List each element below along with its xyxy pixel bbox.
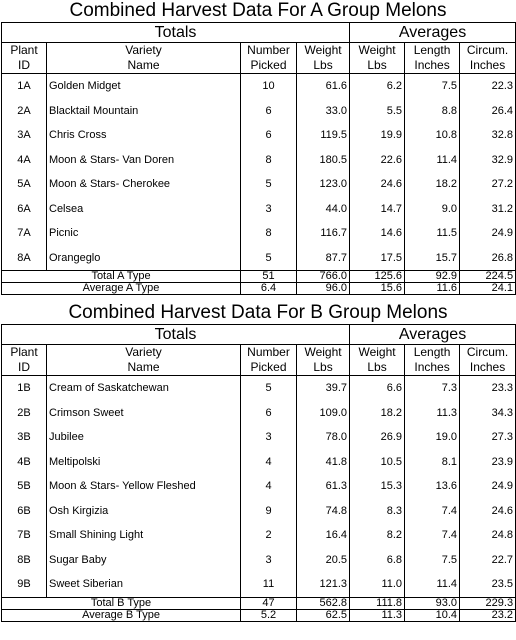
- plant-id: 5B: [2, 474, 47, 499]
- variety-name: Osh Kirgizia: [47, 499, 241, 524]
- header-number: Number Picked: [241, 345, 297, 376]
- table-row: [2, 148, 516, 173]
- header-avg-weight: Weight Lbs: [350, 43, 405, 74]
- table-row: [2, 123, 516, 148]
- group-a-table: [1, 22, 516, 295]
- variety-name: Picnic: [47, 221, 241, 246]
- weight-lbs: 44.0: [297, 197, 350, 222]
- section-gap: [0, 295, 516, 302]
- avg-weight: 5.5: [350, 99, 405, 124]
- total-row: [2, 271, 516, 283]
- table-row: [2, 425, 516, 450]
- average-weight: 96.0: [297, 283, 350, 295]
- group-b-table: [1, 324, 516, 622]
- plant-id: 1B: [2, 376, 47, 401]
- header-variety: Variety Name: [47, 345, 241, 376]
- plant-id: 7B: [2, 523, 47, 548]
- header-circum: Circum. Inches: [460, 43, 516, 74]
- average-number: 6.4: [241, 283, 297, 295]
- weight-lbs: 61.3: [297, 474, 350, 499]
- table-row: [2, 499, 516, 524]
- avg-length: 11.4: [405, 572, 460, 597]
- section-header-row: [2, 325, 516, 345]
- header-avg-weight: Weight Lbs: [350, 345, 405, 376]
- avg-weight: 14.7: [350, 197, 405, 222]
- variety-name: Moon & Stars- Cherokee: [47, 172, 241, 197]
- total-number: 51: [241, 271, 297, 283]
- avg-length: 9.0: [405, 197, 460, 222]
- number-picked: 3: [241, 425, 297, 450]
- total-number: 47: [241, 597, 297, 609]
- plant-id: 1A: [2, 74, 47, 99]
- total-circum: 224.5: [460, 271, 516, 283]
- avg-weight: 15.3: [350, 474, 405, 499]
- header-plant-id: Plant ID: [2, 43, 47, 74]
- number-picked: 3: [241, 197, 297, 222]
- group-b-title: Combined Harvest Data For B Group Melons: [68, 302, 448, 323]
- variety-name: Sweet Siberian: [47, 572, 241, 597]
- table-row: [2, 401, 516, 426]
- total-avg-weight: 125.6: [350, 271, 405, 283]
- avg-circum: 24.8: [460, 523, 516, 548]
- column-header-row: [2, 43, 516, 74]
- header-plant-id: Plant ID: [2, 345, 47, 376]
- avg-circum: 22.7: [460, 548, 516, 573]
- avg-length: 10.8: [405, 123, 460, 148]
- table-row: [2, 523, 516, 548]
- average-length: 11.6: [405, 283, 460, 295]
- average-label: Average B Type: [2, 609, 241, 621]
- header-weight: Weight Lbs: [297, 345, 350, 376]
- total-circum: 229.3: [460, 597, 516, 609]
- weight-lbs: 123.0: [297, 172, 350, 197]
- avg-length: 11.3: [405, 401, 460, 426]
- plant-id: 4A: [2, 148, 47, 173]
- section-header-row: [2, 23, 516, 43]
- avg-circum: 27.3: [460, 425, 516, 450]
- avg-circum: 32.8: [460, 123, 516, 148]
- variety-name: Golden Midget: [47, 74, 241, 99]
- table-row: [2, 221, 516, 246]
- weight-lbs: 119.5: [297, 123, 350, 148]
- number-picked: 11: [241, 572, 297, 597]
- table-row: [2, 474, 516, 499]
- average-number: 5.2: [241, 609, 297, 621]
- avg-circum: 23.3: [460, 376, 516, 401]
- average-circum: 24.1: [460, 283, 516, 295]
- weight-lbs: 16.4: [297, 523, 350, 548]
- avg-circum: 26.4: [460, 99, 516, 124]
- average-label: Average A Type: [2, 283, 241, 295]
- table-row: [2, 572, 516, 597]
- number-picked: 4: [241, 450, 297, 475]
- plant-id: 6A: [2, 197, 47, 222]
- plant-id: 2A: [2, 99, 47, 124]
- avg-weight: 22.6: [350, 148, 405, 173]
- number-picked: 4: [241, 474, 297, 499]
- variety-name: Blacktail Mountain: [47, 99, 241, 124]
- average-avg-weight: 15.6: [350, 283, 405, 295]
- number-picked: 5: [241, 172, 297, 197]
- number-picked: 6: [241, 123, 297, 148]
- avg-circum: 24.9: [460, 474, 516, 499]
- variety-name: Cream of Saskatchewan: [47, 376, 241, 401]
- avg-circum: 23.9: [460, 450, 516, 475]
- plant-id: 5A: [2, 172, 47, 197]
- totals-label: Totals: [2, 23, 350, 43]
- weight-lbs: 61.6: [297, 74, 350, 99]
- header-weight: Weight Lbs: [297, 43, 350, 74]
- avg-weight: 8.3: [350, 499, 405, 524]
- header-number: Number Picked: [241, 43, 297, 74]
- weight-lbs: 20.5: [297, 548, 350, 573]
- variety-name: Chris Cross: [47, 123, 241, 148]
- average-weight: 62.5: [297, 609, 350, 621]
- variety-name: Moon & Stars- Van Doren: [47, 148, 241, 173]
- avg-weight: 24.6: [350, 172, 405, 197]
- weight-lbs: 121.3: [297, 572, 350, 597]
- number-picked: 10: [241, 74, 297, 99]
- table-row: [2, 172, 516, 197]
- average-circum: 23.2: [460, 609, 516, 621]
- plant-id: 2B: [2, 401, 47, 426]
- header-length: Length Inches: [405, 43, 460, 74]
- averages-label: Averages: [350, 325, 516, 345]
- plant-id: 8B: [2, 548, 47, 573]
- table-row: [2, 450, 516, 475]
- number-picked: 2: [241, 523, 297, 548]
- avg-length: 11.4: [405, 148, 460, 173]
- avg-length: 7.5: [405, 74, 460, 99]
- plant-id: 9B: [2, 572, 47, 597]
- total-avg-weight: 111.8: [350, 597, 405, 609]
- avg-length: 15.7: [405, 246, 460, 271]
- avg-length: 8.1: [405, 450, 460, 475]
- variety-name: Sugar Baby: [47, 548, 241, 573]
- variety-name: Celsea: [47, 197, 241, 222]
- avg-weight: 6.8: [350, 548, 405, 573]
- avg-weight: 14.6: [350, 221, 405, 246]
- table-row: [2, 548, 516, 573]
- variety-name: Crimson Sweet: [47, 401, 241, 426]
- avg-weight: 6.2: [350, 74, 405, 99]
- avg-circum: 34.3: [460, 401, 516, 426]
- group-a-title: Combined Harvest Data For A Group Melons: [69, 0, 447, 21]
- weight-lbs: 39.7: [297, 376, 350, 401]
- number-picked: 3: [241, 548, 297, 573]
- header-length: Length Inches: [405, 345, 460, 376]
- number-picked: 6: [241, 401, 297, 426]
- avg-circum: 24.9: [460, 221, 516, 246]
- number-picked: 5: [241, 376, 297, 401]
- total-label: Total B Type: [2, 597, 241, 609]
- variety-name: Meltipolski: [47, 450, 241, 475]
- average-length: 10.4: [405, 609, 460, 621]
- avg-circum: 26.8: [460, 246, 516, 271]
- table-row: [2, 74, 516, 99]
- table-row: [2, 246, 516, 271]
- variety-name: Orangeglo: [47, 246, 241, 271]
- number-picked: 6: [241, 99, 297, 124]
- averages-label: Averages: [350, 23, 516, 43]
- table-row: [2, 376, 516, 401]
- avg-length: 18.2: [405, 172, 460, 197]
- number-picked: 9: [241, 499, 297, 524]
- average-avg-weight: 11.3: [350, 609, 405, 621]
- avg-circum: 31.2: [460, 197, 516, 222]
- avg-weight: 11.0: [350, 572, 405, 597]
- avg-length: 19.0: [405, 425, 460, 450]
- plant-id: 7A: [2, 221, 47, 246]
- table-row: [2, 197, 516, 222]
- plant-id: 6B: [2, 499, 47, 524]
- variety-name: Small Shining Light: [47, 523, 241, 548]
- avg-length: 11.5: [405, 221, 460, 246]
- weight-lbs: 109.0: [297, 401, 350, 426]
- avg-circum: 24.6: [460, 499, 516, 524]
- total-weight: 562.8: [297, 597, 350, 609]
- avg-weight: 10.5: [350, 450, 405, 475]
- variety-name: Moon & Stars- Yellow Fleshed: [47, 474, 241, 499]
- column-header-row: [2, 345, 516, 376]
- avg-weight: 17.5: [350, 246, 405, 271]
- avg-length: 7.5: [405, 548, 460, 573]
- avg-weight: 8.2: [350, 523, 405, 548]
- average-row: [2, 283, 516, 295]
- plant-id: 8A: [2, 246, 47, 271]
- total-length: 92.9: [405, 271, 460, 283]
- avg-circum: 22.3: [460, 74, 516, 99]
- plant-id: 3A: [2, 123, 47, 148]
- table-row: [2, 99, 516, 124]
- avg-weight: 18.2: [350, 401, 405, 426]
- weight-lbs: 87.7: [297, 246, 350, 271]
- avg-length: 7.4: [405, 499, 460, 524]
- total-row: [2, 597, 516, 609]
- weight-lbs: 116.7: [297, 221, 350, 246]
- header-circum: Circum. Inches: [460, 345, 516, 376]
- number-picked: 8: [241, 148, 297, 173]
- avg-length: 7.3: [405, 376, 460, 401]
- avg-length: 8.8: [405, 99, 460, 124]
- total-label: Total A Type: [2, 271, 241, 283]
- total-length: 93.0: [405, 597, 460, 609]
- variety-name: Jubilee: [47, 425, 241, 450]
- average-row: [2, 609, 516, 621]
- weight-lbs: 74.8: [297, 499, 350, 524]
- avg-circum: 27.2: [460, 172, 516, 197]
- weight-lbs: 41.8: [297, 450, 350, 475]
- total-weight: 766.0: [297, 271, 350, 283]
- avg-weight: 6.6: [350, 376, 405, 401]
- weight-lbs: 180.5: [297, 148, 350, 173]
- weight-lbs: 78.0: [297, 425, 350, 450]
- avg-circum: 23.5: [460, 572, 516, 597]
- plant-id: 4B: [2, 450, 47, 475]
- avg-weight: 19.9: [350, 123, 405, 148]
- avg-length: 13.6: [405, 474, 460, 499]
- plant-id: 3B: [2, 425, 47, 450]
- avg-weight: 26.9: [350, 425, 405, 450]
- avg-circum: 32.9: [460, 148, 516, 173]
- totals-label: Totals: [2, 325, 350, 345]
- weight-lbs: 33.0: [297, 99, 350, 124]
- avg-length: 7.4: [405, 523, 460, 548]
- number-picked: 5: [241, 246, 297, 271]
- header-variety: Variety Name: [47, 43, 241, 74]
- number-picked: 8: [241, 221, 297, 246]
